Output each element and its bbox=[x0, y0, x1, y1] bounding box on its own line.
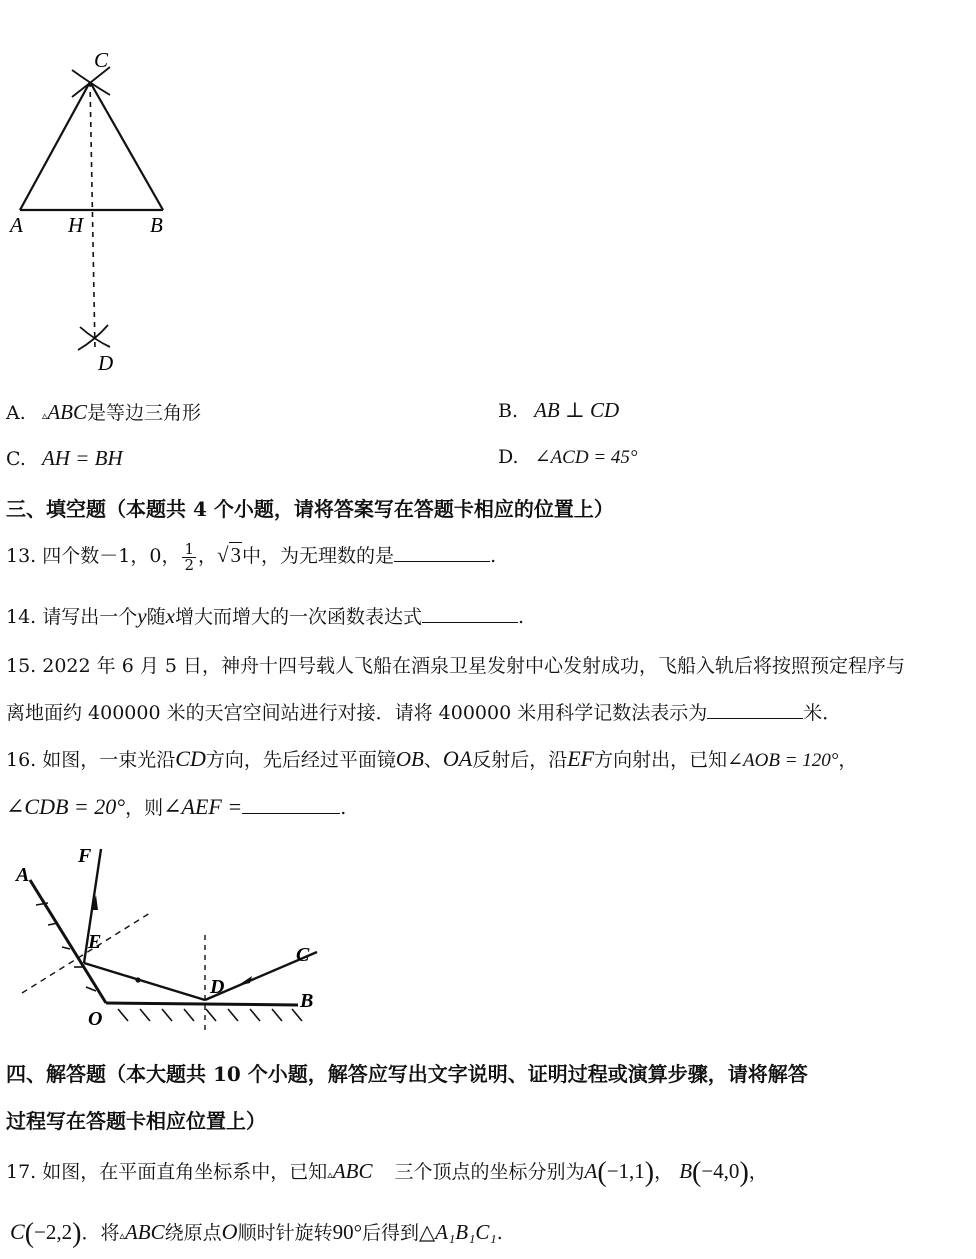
fraction-half: $\frac{1}{2}$ bbox=[184, 539, 194, 574]
label-B: B bbox=[150, 213, 163, 237]
label-H: H bbox=[68, 213, 84, 237]
sqrt-3: √3 bbox=[217, 543, 242, 567]
option-d: D. ∠ACD = 45° bbox=[498, 446, 638, 468]
question-15-line1: 15. 2022 年 6 月 5 日，神舟十四号载人飞船在酒泉卫星发射中心发射成功，飞船入轨后将按照预定程序与 bbox=[6, 655, 905, 677]
answer-blank-15[interactable] bbox=[707, 700, 803, 719]
question-14: 14. 请写出一个y随x增大而增大的一次函数表达式 . bbox=[6, 604, 525, 628]
answer-blank-13[interactable] bbox=[394, 543, 490, 562]
label-C: C bbox=[94, 48, 109, 72]
question-15-line2: 离地面约 400000 米的天宫空间站进行对接．请将 400000 米用科学记数法表示为 米． bbox=[6, 702, 842, 724]
figure-triangle-construction bbox=[0, 45, 163, 375]
label-D: D bbox=[210, 976, 225, 998]
label-A: A bbox=[10, 213, 23, 237]
question-16-line2: ∠CDB = 20°，则∠AEF = . bbox=[6, 794, 347, 819]
question-17-line2: C(−2,2)．将▵ABC绕原点O顺时针旋转90°后得到△A₁B₁C₁. bbox=[10, 1218, 503, 1249]
section-4-heading-line2: 过程写在答题卡相应位置上） bbox=[6, 1109, 266, 1133]
section-4-heading-line1: 四、解答题（本大题共 10 个小题，解答应写出文字说明、证明过程或演算步骤，请将解答 bbox=[6, 1062, 808, 1086]
answer-blank-16[interactable] bbox=[242, 795, 340, 814]
option-b: B. AB ⊥ CD bbox=[498, 398, 620, 422]
option-c: C. AH = BH bbox=[6, 446, 123, 470]
label-B: B bbox=[300, 990, 314, 1012]
label-C: C bbox=[296, 944, 310, 966]
figure-mirror-reflection bbox=[0, 835, 330, 1035]
label-A: A bbox=[16, 864, 30, 886]
question-17-line1: 17. 如图，在平面直角坐标系中，已知▵ABC 三个顶点的坐标分别为A(−1,1)， B(−4,0)， bbox=[6, 1157, 768, 1188]
section-3-heading: 三、填空题（本题共 4 个小题，请将答案写在答题卡相应的位置上） bbox=[6, 497, 614, 521]
label-O: O bbox=[88, 1008, 103, 1030]
label-D: D bbox=[98, 351, 114, 375]
option-a: A. ▵ABC是等边三角形 bbox=[6, 400, 202, 424]
question-13: 13. 四个数－1，0， $\frac{1}{2}$ ，√3中，为无理数的是 . bbox=[6, 539, 497, 574]
label-E: E bbox=[88, 931, 102, 953]
answer-blank-14[interactable] bbox=[422, 604, 518, 623]
label-F: F bbox=[78, 845, 92, 867]
question-16-line1: 16. 如图，一束光沿CD方向，先后经过平面镜OB、OA反射后，沿EF方向射出，已知∠AOB = 120°， bbox=[6, 746, 858, 771]
